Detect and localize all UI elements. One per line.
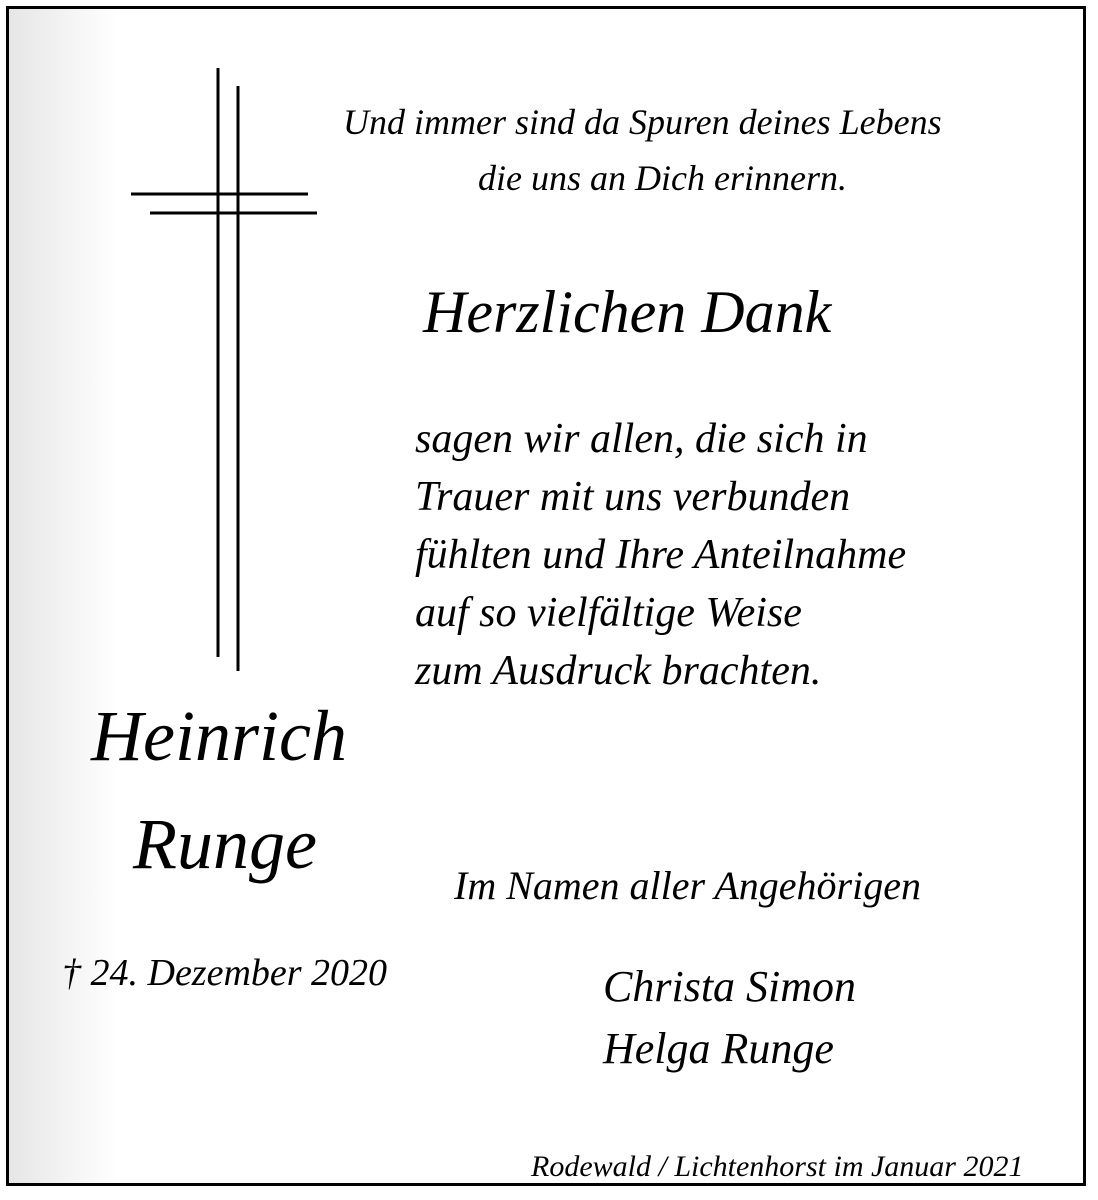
thanks-line: fühlten und Ihre Anteilnahme <box>415 532 907 578</box>
signer-name: Helga Runge <box>603 1024 834 1073</box>
quote-line-1: Und immer sind da Spuren deines Lebens <box>343 102 942 142</box>
deceased-first-name: Heinrich <box>91 696 347 776</box>
place-and-date: Rodewald / Lichtenhorst im Januar 2021 <box>531 1150 1024 1183</box>
signer-name: Christa Simon <box>603 962 857 1011</box>
thanks-line: sagen wir allen, die sich in <box>415 416 868 462</box>
thanks-line: Trauer mit uns verbunden <box>415 474 851 520</box>
thanks-line: auf so vielfältige Weise <box>415 590 802 636</box>
thanks-text <box>415 410 906 700</box>
thanks-line: zum Ausdruck brachten. <box>415 648 822 694</box>
deceased-last-name: Runge <box>133 804 317 884</box>
death-date: † 24. Dezember 2020 <box>62 952 388 994</box>
headline: Herzlichen Dank <box>423 279 832 345</box>
cross-icon <box>120 60 330 680</box>
signers-list <box>603 956 856 1080</box>
left-shadow-band <box>9 9 119 1183</box>
behalf-line: Im Namen aller Angehörigen <box>454 863 921 908</box>
quote-line-2: die uns an Dich erinnern. <box>478 158 847 198</box>
